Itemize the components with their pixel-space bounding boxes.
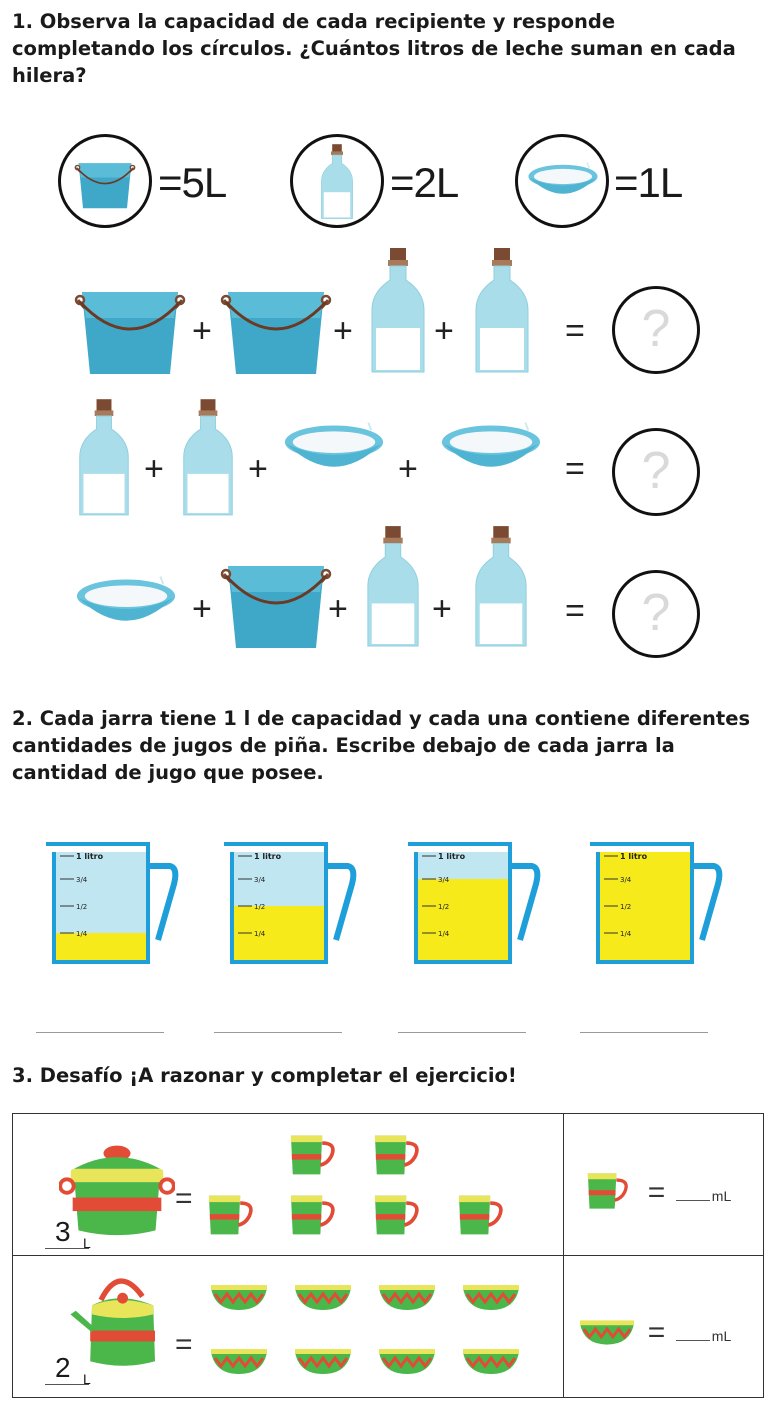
jug-handle xyxy=(326,866,353,940)
equals-sign: = xyxy=(175,1182,193,1215)
pot-icon xyxy=(59,1134,175,1240)
answer-circle[interactable] xyxy=(612,286,700,374)
small-bowl-icon xyxy=(209,1346,269,1376)
liters-value: 3 xyxy=(55,1216,71,1247)
scale-label: 1/2 xyxy=(254,903,266,911)
section2-title: 2. Cada jarra tiene 1 l de capacidad y cada una contiene diferentes cantidades de jugos de piña. Escribe debajo de cada jarra la cantidad de jugo que posee. xyxy=(12,707,751,784)
scale-label: 1/2 xyxy=(620,903,632,911)
plus-sign: + xyxy=(328,590,348,628)
answer-line[interactable] xyxy=(36,1032,164,1033)
bottle-icon xyxy=(368,246,428,376)
bottle-icon xyxy=(364,522,422,652)
challenge-row-left xyxy=(13,1256,564,1398)
bottle-icon xyxy=(319,142,355,222)
mug-icon xyxy=(203,1192,259,1238)
unit-label: mL xyxy=(711,1188,732,1204)
legend-bowl-value: =1L xyxy=(614,159,683,206)
small-bowl-icon xyxy=(209,1282,269,1312)
small-bowl-icon xyxy=(293,1346,353,1376)
answer-line[interactable] xyxy=(580,1032,708,1033)
answer-circle[interactable] xyxy=(612,570,700,658)
scale-label: 1/4 xyxy=(438,930,450,938)
jug-handle xyxy=(510,866,537,940)
equals-sign: = xyxy=(647,1316,666,1349)
scale-label: 3/4 xyxy=(438,876,450,884)
challenge-row-right xyxy=(563,1256,763,1398)
liters-unit: L xyxy=(83,1235,91,1251)
question-mark: ? xyxy=(641,300,671,358)
bucket-icon xyxy=(72,153,138,213)
mug-icon xyxy=(582,1170,634,1212)
section1-title: 1. Observa la capacidad de cada recipiente y responde completando los círculos. ¿Cuántos litros de leche suman en cada hilera? xyxy=(12,10,736,87)
equals-sign: = xyxy=(565,312,585,350)
challenge-row-left xyxy=(13,1114,564,1256)
plus-sign: + xyxy=(333,312,353,350)
bottle-icon xyxy=(472,246,532,376)
mug-icon xyxy=(369,1192,425,1238)
legend-bowl-circle xyxy=(515,134,609,228)
plus-sign: + xyxy=(192,590,212,628)
legend-bottle-circle xyxy=(290,134,384,228)
unit-label: mL xyxy=(711,1328,732,1344)
plus-sign: + xyxy=(248,450,268,488)
measuring-jug xyxy=(40,836,190,966)
mug-icon xyxy=(453,1192,509,1238)
small-bowl-icon xyxy=(377,1282,437,1312)
challenge-row-right xyxy=(563,1114,763,1256)
scale-label: 1/2 xyxy=(76,903,88,911)
answer-blank[interactable] xyxy=(676,1340,710,1341)
scale-label: 3/4 xyxy=(620,876,632,884)
jug-handle xyxy=(692,866,719,940)
jug-handle xyxy=(148,866,175,940)
scale-label: 1 litro xyxy=(438,852,466,861)
plus-sign: + xyxy=(192,312,212,350)
juice-level xyxy=(56,933,146,960)
answer-line[interactable] xyxy=(214,1032,342,1033)
bowl-icon xyxy=(72,572,180,636)
liters-unit: L xyxy=(83,1371,91,1387)
legend-bucket-circle xyxy=(58,134,152,228)
equals-sign: = xyxy=(647,1176,666,1209)
question-mark: ? xyxy=(641,584,671,642)
scale-label: 1 litro xyxy=(620,852,648,861)
scale-label: 1 litro xyxy=(76,852,104,861)
challenge-table xyxy=(12,1113,764,1398)
liters-value: 2 xyxy=(55,1352,71,1383)
equals-sign: = xyxy=(565,450,585,488)
measuring-jug xyxy=(402,836,552,966)
bucket-icon xyxy=(216,552,336,652)
scale-label: 1/4 xyxy=(76,930,88,938)
mug-icon xyxy=(369,1132,425,1178)
measuring-jug xyxy=(218,836,368,966)
legend-bottle-value: =2L xyxy=(390,159,459,206)
answer-blank[interactable] xyxy=(676,1200,710,1201)
mug-icon xyxy=(285,1192,341,1238)
answer-circle[interactable] xyxy=(612,428,700,516)
equals-sign: = xyxy=(565,592,585,630)
small-bowl-icon xyxy=(377,1346,437,1376)
juice-level xyxy=(418,879,508,960)
section3-title: 3. Desafío ¡A razonar y completar el ejercicio! xyxy=(12,1064,517,1087)
scale-label: 1 litro xyxy=(254,852,282,861)
scale-label: 1/4 xyxy=(620,930,632,938)
bowl-icon xyxy=(280,420,388,480)
mug-icon xyxy=(285,1132,341,1178)
plus-sign: + xyxy=(434,312,454,350)
bowl-icon xyxy=(437,420,545,480)
bottle-icon xyxy=(76,394,132,522)
plus-sign: + xyxy=(144,450,164,488)
bucket-icon xyxy=(70,278,190,378)
bottle-icon xyxy=(472,522,530,652)
kettle-icon xyxy=(65,1264,173,1372)
legend-bucket-value: =5L xyxy=(158,159,227,206)
scale-label: 1/2 xyxy=(438,903,450,911)
small-bowl-icon xyxy=(578,1316,636,1348)
small-bowl-icon xyxy=(293,1282,353,1312)
scale-label: 3/4 xyxy=(76,876,88,884)
answer-line[interactable] xyxy=(398,1032,526,1033)
plus-sign: + xyxy=(398,450,418,488)
measuring-jug xyxy=(584,836,734,966)
plus-sign: + xyxy=(432,590,452,628)
scale-label: 3/4 xyxy=(254,876,266,884)
small-bowl-icon xyxy=(461,1282,521,1312)
bucket-icon xyxy=(216,278,336,378)
bowl-icon xyxy=(525,161,601,203)
equals-sign: = xyxy=(175,1328,193,1361)
bottle-icon xyxy=(180,394,236,522)
question-mark: ? xyxy=(641,442,671,500)
small-bowl-icon xyxy=(461,1346,521,1376)
scale-label: 1/4 xyxy=(254,930,266,938)
